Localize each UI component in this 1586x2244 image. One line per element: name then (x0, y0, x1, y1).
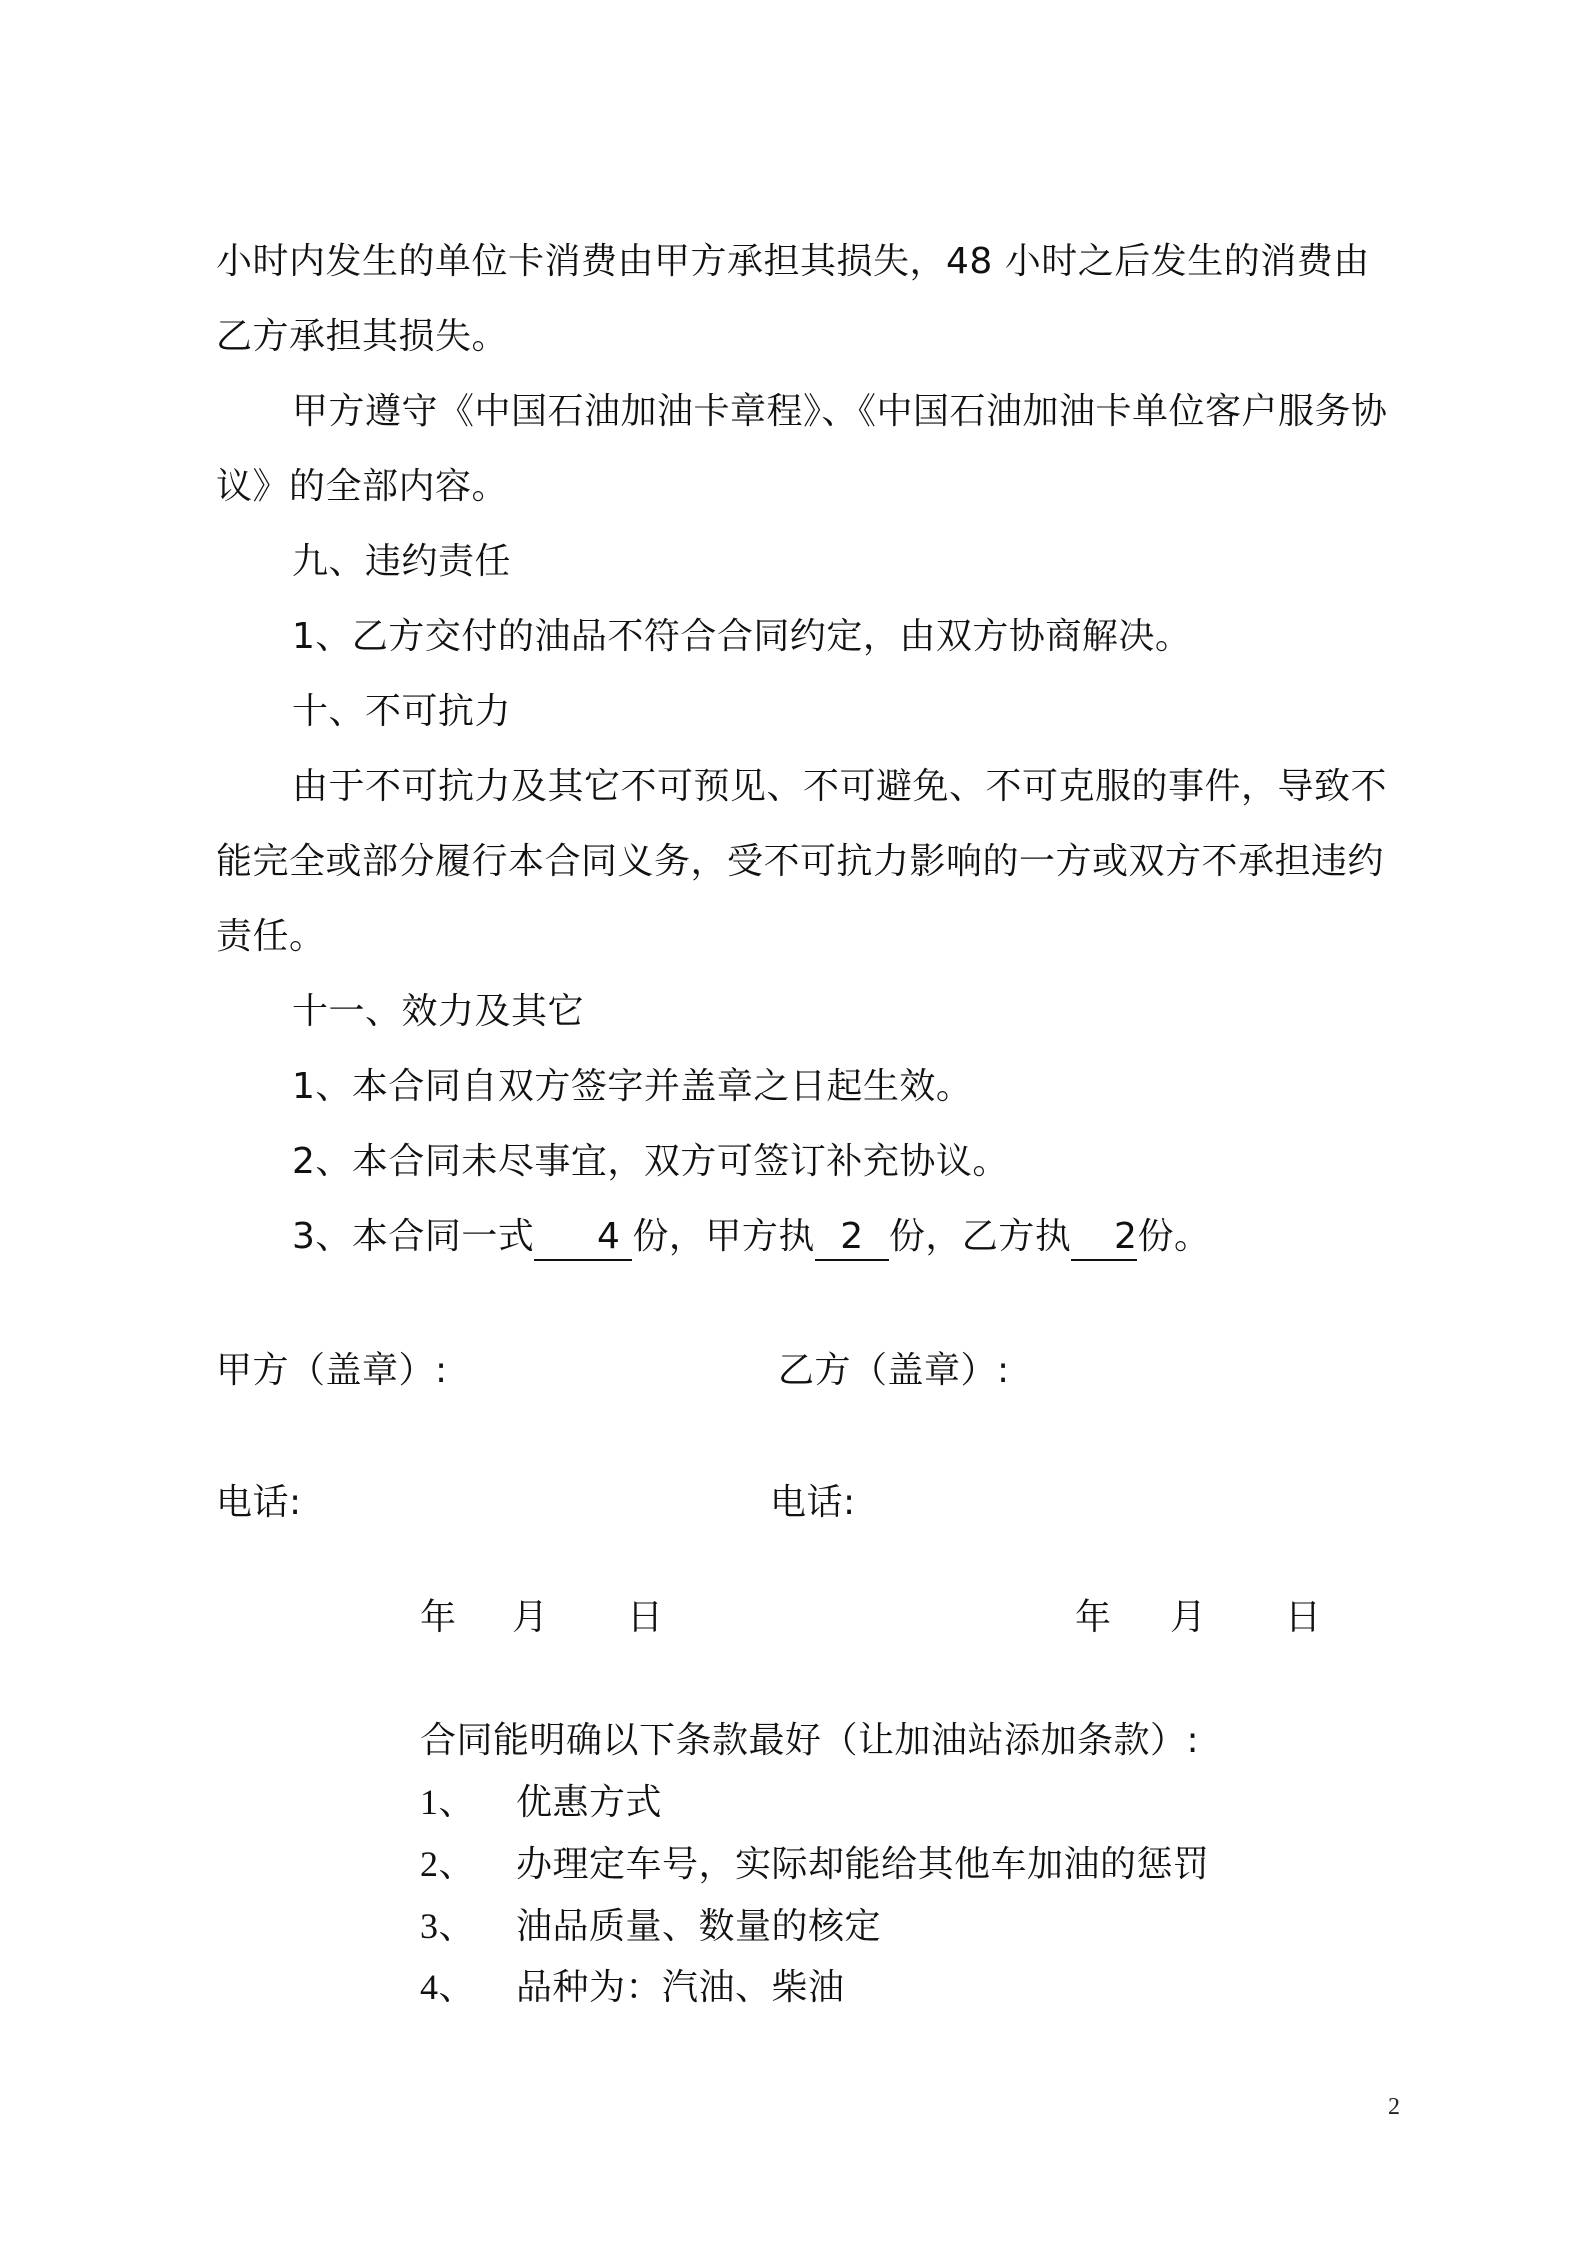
section-10-line-3: 责任。 (216, 916, 326, 957)
notes-item-number: 2、 (420, 1844, 476, 1884)
notes-item-number: 1、 (420, 1782, 476, 1822)
party-a-date-day: 日 (627, 1597, 664, 1638)
notes-list-item (420, 1963, 845, 2012)
section-11-item-3-copies (292, 1213, 1210, 1261)
notes-item-text: 办理定车号，实际却能给其他车加油的惩罚 (516, 1844, 1210, 1885)
party-b-seal-label: 乙方（盖章）: (778, 1350, 1010, 1391)
party-b-date-month: 月 (1170, 1597, 1207, 1638)
paragraph-compliance-line-2: 议》的全部内容。 (216, 466, 509, 507)
notes-item-text: 油品质量、数量的核定 (516, 1906, 882, 1947)
section-9-item-1: 1、乙方交付的油品不符合合同约定，由双方协商解决。 (292, 616, 1192, 657)
section-9-title: 九、违约责任 (292, 541, 512, 582)
paragraph-loss-line-1: 小时内发生的单位卡消费由甲方承担其损失，48 小时之后发生的消费由 (216, 241, 1370, 282)
paragraph-compliance-line-1: 甲方遵守《中国石油加油卡章程》、《中国石油加油卡单位客户服务协 (292, 391, 1388, 432)
copies-party-a-field (815, 1215, 889, 1261)
party-b-date-day: 日 (1285, 1597, 1322, 1638)
copies-suffix: 份。 (1137, 1216, 1211, 1257)
party-b-date-year: 年 (1075, 1597, 1112, 1638)
notes-item-text: 品种为：汽油、柴油 (516, 1967, 845, 2008)
notes-heading: 合同能明确以下条款最好（让加油站添加条款）: (420, 1720, 1200, 1761)
party-a-seal-label: 甲方（盖章）: (216, 1350, 448, 1391)
copies-party-b-field (1071, 1215, 1137, 1261)
copies-party-b-value: 2 (1114, 1216, 1138, 1257)
section-10-line-1: 由于不可抗力及其它不可预见、不可避免、不可克服的事件，导致不 (292, 766, 1388, 807)
copies-total-field (534, 1215, 632, 1261)
page-number: 2 (1388, 2094, 1400, 2120)
notes-list-item (420, 1840, 1210, 1889)
paragraph-loss-line-2: 乙方承担其损失。 (216, 316, 509, 357)
party-b-phone-label: 电话: (770, 1482, 856, 1523)
copies-mid-1: 份，甲方执 (632, 1216, 815, 1257)
copies-total-value: 4 (597, 1216, 621, 1257)
section-11-item-2: 2、本合同未尽事宜，双方可签订补充协议。 (292, 1141, 1009, 1182)
party-a-date-month: 月 (512, 1597, 549, 1638)
section-10-line-2: 能完全或部分履行本合同义务，受不可抗力影响的一方或双方不承担违约 (216, 841, 1385, 882)
notes-item-text: 优惠方式 (516, 1782, 663, 1823)
section-11-title: 十一、效力及其它 (292, 991, 585, 1032)
notes-list-item (420, 1778, 662, 1827)
party-a-phone-label: 电话: (216, 1482, 302, 1523)
copies-party-a-value: 2 (840, 1216, 864, 1257)
section-11-item-1: 1、本合同自双方签字并盖章之日起生效。 (292, 1066, 973, 1107)
copies-mid-2: 份，乙方执 (888, 1216, 1072, 1257)
section-10-title: 十、不可抗力 (292, 691, 512, 732)
copies-prefix: 3、本合同一式 (292, 1216, 535, 1257)
notes-list-item (420, 1902, 881, 1951)
notes-item-number: 3、 (420, 1906, 476, 1946)
party-a-date-year: 年 (420, 1597, 457, 1638)
notes-item-number: 4、 (420, 1967, 476, 2007)
